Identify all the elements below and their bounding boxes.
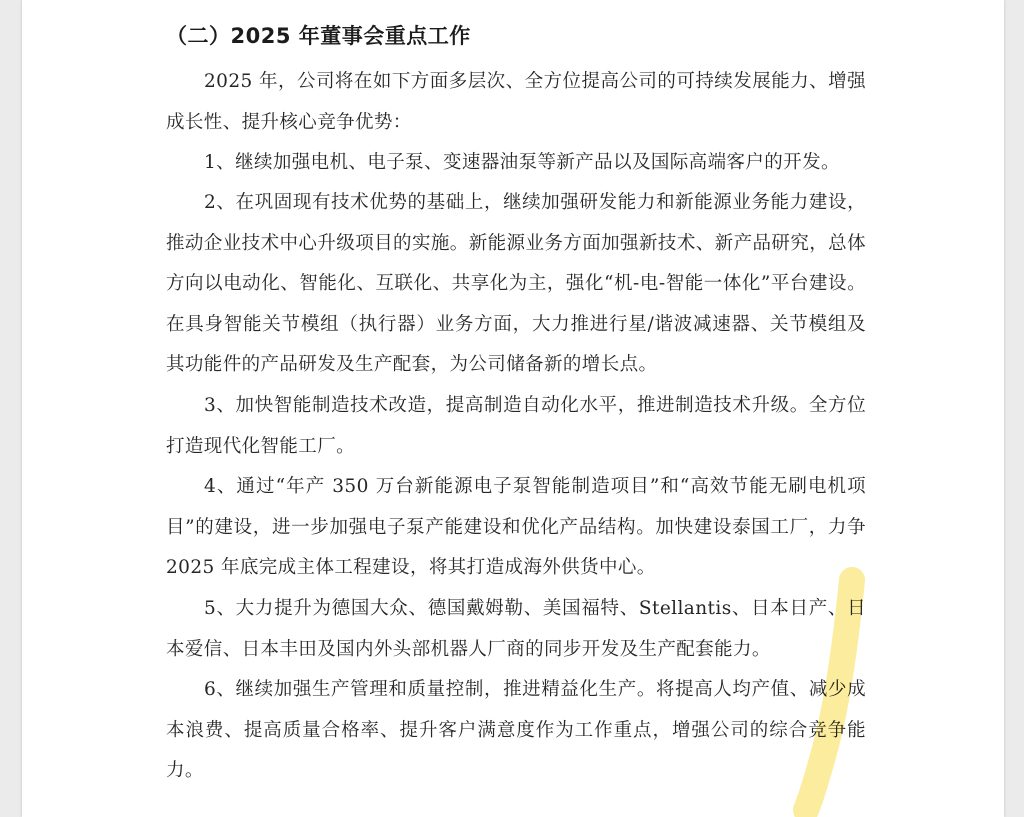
item-2-paragraph: 2、在巩固现有技术优势的基础上，继续加强研发能力和新能源业务能力建设，推动企业技术中心升级项目的实施。新能源业务方面加强新技术、新产品研究，总体方向以电动化、智能化、互联化、共享化为主，强化“机-电-智能一体化”平台建设。在具身智能关节模组（执行器）业务方面，大力推进行星/谐波减速器、关节模组及其功能件的产品研发及生产配套，为公司储备新的增长点。 xyxy=(166,192,866,375)
intro-paragraph: 2025 年，公司将在如下方面多层次、全方位提高公司的可持续发展能力、增强成长性、提升核心竞争优势： xyxy=(166,71,866,133)
item-6-paragraph: 6、继续加强生产管理和质量控制，推进精益化生产。将提高人均产值、减少成本浪费、提高质量合格率、提升客户满意度作为工作重点，增强公司的综合竞争能力。 xyxy=(166,679,866,781)
item-3-paragraph: 3、加快智能制造技术改造，提高制造自动化水平，推进制造技术升级。全方位打造现代化智能工厂。 xyxy=(166,395,866,457)
item-5-paragraph: 5、大力提升为德国大众、德国戴姆勒、美国福特、Stellantis、日本日产、日本爱信、日本丰田及国内外头部机器人厂商的同步开发及生产配套能力。 xyxy=(166,598,866,660)
item-4-paragraph: 4、通过“年产 350 万台新能源电子泵智能制造项目”和“高效节能无刷电机项目”的建设，进一步加强电子泵产能建设和优化产品结构。加快建设泰国工厂，力争 2025 年底完成主体工程建设，将其打造成海外供货中心。 xyxy=(166,476,866,578)
section-heading: （二）2025 年董事会重点工作 xyxy=(166,24,471,48)
item-1-paragraph: 1、继续加强电机、电子泵、变速器油泵等新产品以及国际高端客户的开发。 xyxy=(204,152,840,173)
